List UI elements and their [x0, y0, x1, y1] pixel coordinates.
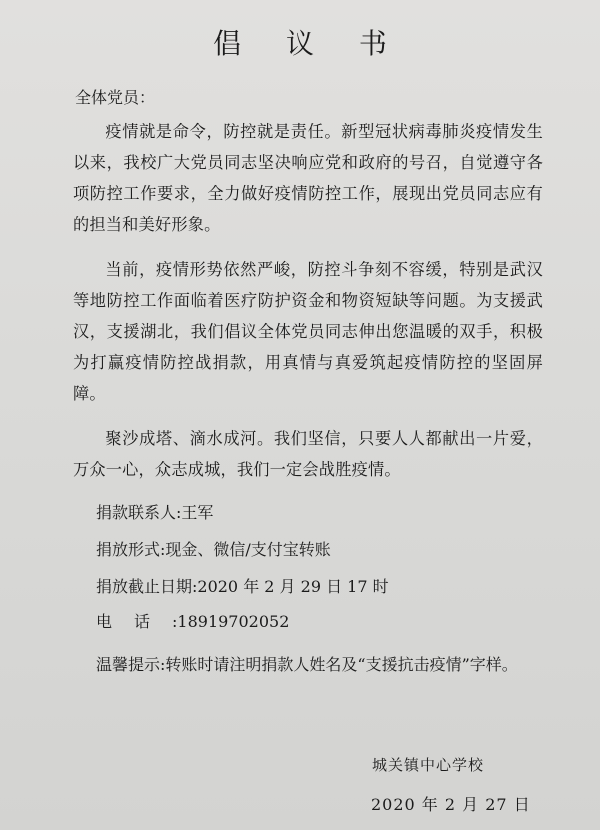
phone-line — [96, 612, 289, 632]
reminder-note: 温馨提示:转账时请注明捐款人姓名及“支援抗击疫情”字样。 — [96, 655, 518, 674]
phone-number: :18919702052 — [172, 612, 290, 631]
donation-method: 捐放形式:现金、微信/支付宝转账 — [96, 540, 331, 559]
paragraph-2: 当前，疫情形势依然严峻，防控斗争刻不容缓，特别是武汉等地防控工作面临着医疗防护资金和物资短缺等问题。为支援武汉，支援湖北，我们倡议全体党员同志伸出您温暖的双手，积极为打赢疫情防控战捐款，用真情与真爱筑起疫情防控的坚固屏障。 — [73, 260, 543, 403]
signature-school: 城关镇中心学校 — [372, 756, 485, 774]
donation-contact: 捐款联系人:王军 — [96, 503, 214, 522]
paragraph-1: 疫情就是命令，防控就是责任。新型冠状病毒肺炎疫情发生以来，我校广大党员同志坚决响应党和政府的号召，自觉遵守各项防控工作要求，全力做好疫情防控工作，展现出党员同志应有的担当和美好形象。 — [73, 122, 543, 234]
donation-deadline: 捐放截止日期:2020 年 2 月 29 日 17 时 — [96, 577, 389, 596]
paragraph-3: 聚沙成塔、滴水成河。我们坚信，只要人人都献出一片爱，万众一心，众志成城，我们一定会战胜疫情。 — [73, 429, 543, 479]
salutation: 全体党员： — [75, 88, 156, 107]
phone-label: 电话 — [96, 612, 173, 631]
signature-date: 2020 年 2 月 27 日 — [371, 795, 531, 814]
document-title: 倡 议 书 — [213, 27, 405, 60]
